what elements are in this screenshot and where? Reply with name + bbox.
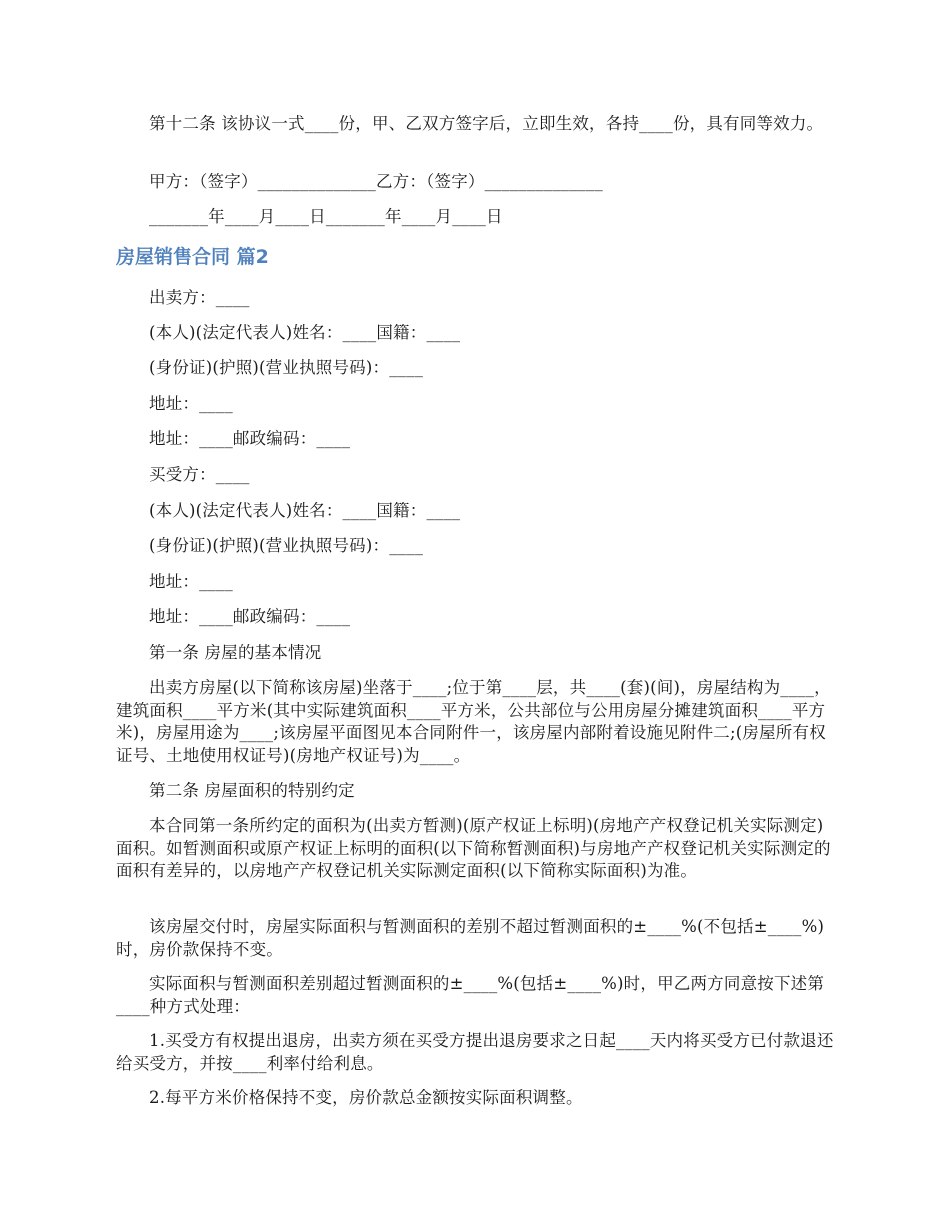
- buyer-address-postcode-line: 地址：____邮政编码：____: [149, 607, 351, 626]
- buyer-id-line: (身份证)(护照)(营业执照号码)：____: [149, 536, 424, 555]
- article-1-title: 第一条 房屋的基本情况: [149, 643, 322, 662]
- article-2-paragraph-1: 本合同第一条所约定的面积为(出卖方暂测)(原产权证上标明)(房地产产权登记机关实际测定)面积。如暂测面积或原产权证上标明的面积(以下简称暂测面积)与房地产产权登记机关实际测定的面积有差异的，以房地产产权登记机关实际测定面积(以下简称实际面积)为准。: [116, 816, 831, 880]
- buyer-address-line: 地址：____: [149, 572, 233, 591]
- article-2-item-2: 2.每平方米价格保持不变，房价款总金额按实际面积调整。: [149, 1088, 583, 1107]
- seller-id-line: (身份证)(护照)(营业执照号码)：____: [149, 358, 424, 377]
- buyer-name-line: (本人)(法定代表人)姓名：____国籍：____: [149, 501, 461, 520]
- date-line: _______年____月____日_______年____月____日: [149, 207, 503, 226]
- seller-line: 出卖方：____: [149, 288, 250, 307]
- section-heading: 房屋销售合同 篇2: [116, 246, 269, 268]
- seller-address-postcode-line: 地址：____邮政编码：____: [149, 429, 351, 448]
- article-1-body: 出卖方房屋(以下简称该房屋)坐落于____;位于第____层，共____(套)(间)，房屋结构为____，建筑面积____平方米(其中实际建筑面积____平方米，公共部位与公用房屋分摊建筑面积____平方米)，房屋用途为____;该房屋平面图见本合同附件一，该房屋内部附着设施见附件二;(房屋所有权证号、土地使用权证号)(房地产权证号)为____。: [116, 678, 831, 765]
- seller-address-line: 地址：____: [149, 394, 233, 413]
- article-2-item-1: 1.买受方有权提出退房，出卖方须在买受方提出退房要求之日起____天内将买受方已付款退还给买受方，并按____利率付给利息。: [116, 1031, 834, 1073]
- signature-line: 甲方：（签字）______________乙方：（签字）______________: [149, 172, 603, 191]
- article-2-paragraph-3: 实际面积与暂测面积差别超过暂测面积的±____%(包括±____%)时，甲乙两方同意按下述第____种方式处理：: [116, 974, 825, 1016]
- buyer-line: 买受方：____: [149, 465, 250, 484]
- article-2-title: 第二条 房屋面积的特别约定: [149, 781, 355, 800]
- seller-name-line: (本人)(法定代表人)姓名：____国籍：____: [149, 323, 461, 342]
- article-12-paragraph: 第十二条 该协议一式____份，甲、乙双方签字后，立即生效，各持____份，具有同等效力。: [149, 114, 824, 133]
- article-2-paragraph-2: 该房屋交付时，房屋实际面积与暂测面积的差别不超过暂测面积的±____%(不包括±____%)时，房价款保持不变。: [116, 917, 825, 959]
